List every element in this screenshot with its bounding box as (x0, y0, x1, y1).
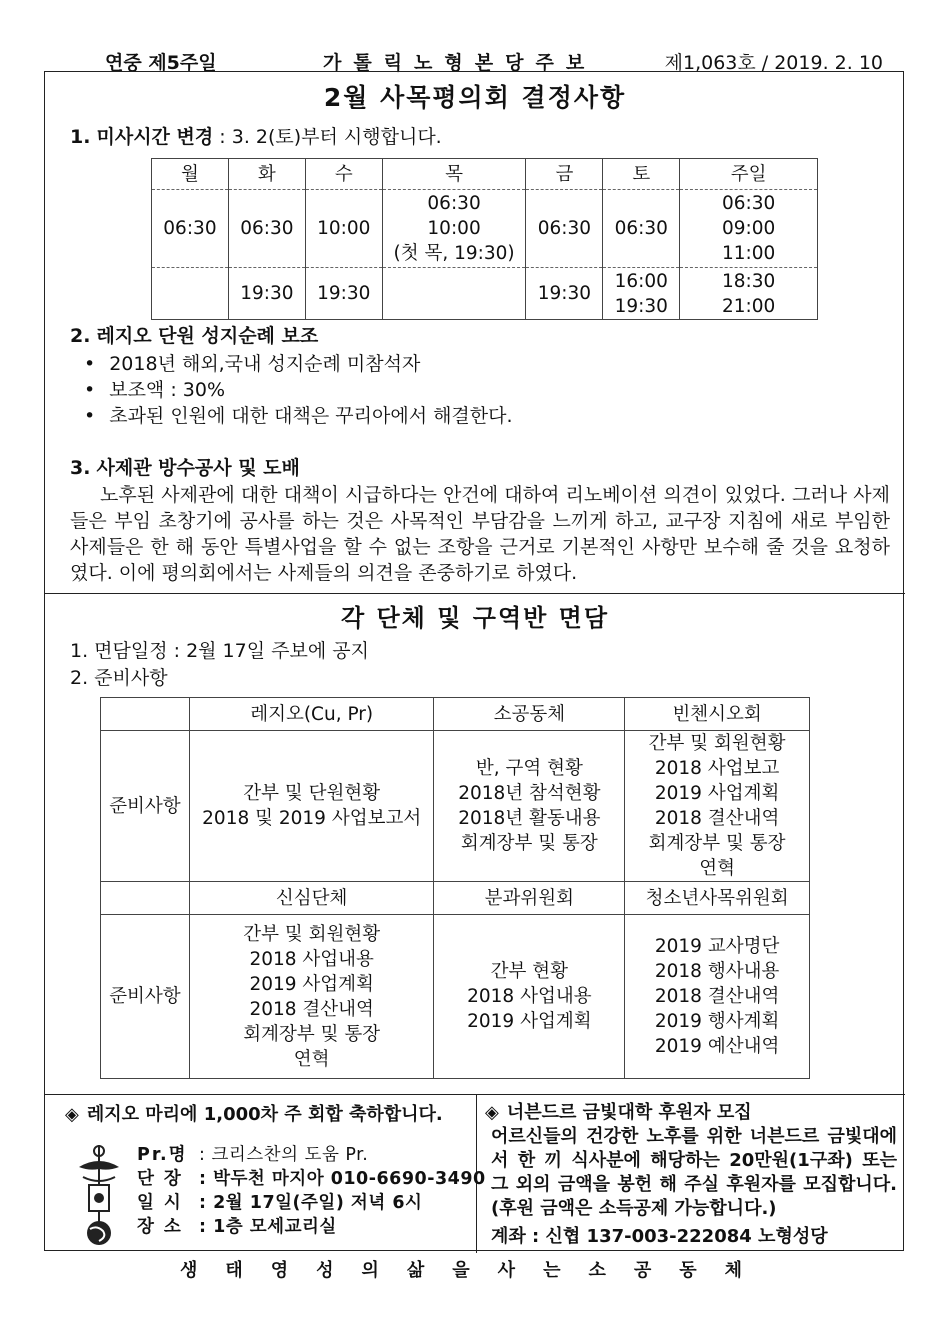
liturgical-week: 연중 제5주일 (105, 52, 217, 74)
group-youth: 청소년사목위원회 (625, 882, 810, 915)
mass-time-cell: 19:30 (526, 268, 603, 320)
info-key: 일시 (137, 1193, 191, 1213)
diamond-icon: ◈ (65, 1104, 79, 1125)
item3-num: 3. (70, 457, 91, 479)
item1-num: 1. (70, 126, 91, 148)
prep-cell: 간부 및 단원현황 2018 및 2019 사업보고서 (189, 731, 434, 882)
legio-standard-icon (73, 1141, 125, 1249)
preparation-heading: 2. 준비사항 (70, 667, 168, 689)
day-fri: 금 (526, 159, 603, 190)
bulletin-title: 가톨릭노형본당주보 (323, 52, 597, 74)
legio-notice-title: 레지오 마리에 1,000차 주 회합 축하합니다. (86, 1104, 443, 1125)
notice-boxes (45, 1094, 905, 1253)
mass-row-morning (152, 190, 818, 268)
prep-cell: 간부 및 회원현황 2018 사업보고 2019 사업계획 2018 결산내역 회계장부 및 통장 연혁 (625, 731, 810, 882)
preparation-table (100, 697, 810, 1079)
mass-header-row (152, 159, 818, 190)
mass-time-cell: 06:30 (152, 190, 229, 268)
item2-heading (70, 321, 318, 348)
empty-cell (101, 882, 190, 915)
section2-title: 각 단체 및 구역반 면담 (340, 604, 610, 632)
empty-cell (101, 698, 190, 731)
row-label: 준비사항 (101, 915, 190, 1079)
footer-motto: 생태영성의삶을사는소공동체 (179, 1260, 771, 1281)
mass-time-cell (152, 268, 229, 320)
info-value: : 1층 모세교리실 (199, 1217, 337, 1237)
mass-time-cell: 06:30 (526, 190, 603, 268)
prep-cell: 2019 교사명단 2018 행사내용 2018 결산내역 2019 행사계획 2019 예산내역 (625, 915, 810, 1079)
bullet-item: • 2018년 해외,국내 성지순례 미참석자 (70, 351, 513, 377)
day-sun: 주일 (680, 159, 818, 190)
day-mon: 월 (152, 159, 229, 190)
mass-time-cell: 19:30 (305, 268, 382, 320)
info-value: : 크리스찬의 도움 Pr. (199, 1145, 369, 1165)
prep-row-1 (101, 731, 810, 882)
item1-text: : 3. 2(토)부터 시행합니다. (213, 126, 442, 148)
info-row (137, 1215, 486, 1239)
item3-label: 사제관 방수공사 및 도배 (96, 457, 300, 479)
prep-cell: 반, 구역 현황 2018년 참석현황 2018년 활동내용 회계장부 및 통장 (434, 731, 625, 882)
info-row (137, 1167, 486, 1191)
legio-info (137, 1143, 486, 1239)
prep-header-row-2 (101, 882, 810, 915)
info-key: 장소 (137, 1217, 191, 1237)
interview-schedule: 1. 면담일정 : 2월 17일 주보에 공지 (70, 640, 369, 662)
info-key: Pr.명 (137, 1145, 188, 1165)
bullet-item: • 초과된 인원에 대한 대책은 꾸리아에서 해결한다. (70, 403, 513, 429)
prep-cell: 간부 현황 2018 사업내용 2019 사업계획 (434, 915, 625, 1079)
day-wed: 수 (305, 159, 382, 190)
group-committee: 분과위원회 (434, 882, 625, 915)
group-devotional: 신심단체 (189, 882, 434, 915)
prep-cell: 간부 및 회원현황 2018 사업내용 2019 사업계획 2018 결산내역 회계장부 및 통장 연혁 (189, 915, 434, 1079)
sponsor-notice-body: 어르신들의 건강한 노후를 위한 너븐드르 금빛대에서 한 끼 식사분에 해당하는 20만원(1구좌) 또는 그 외의 금액을 봉헌 해 주실 후원자를 모집합니다. (후원 금액은 소득공제 가능합니다.) (491, 1126, 897, 1219)
item2-num: 2. (70, 325, 91, 347)
legio-notice (65, 1103, 470, 1127)
sponsor-notice-title: 너븐드르 금빛대학 후원자 모집 (506, 1102, 752, 1123)
mass-time-cell: 16:00 19:30 (603, 268, 680, 320)
info-row (137, 1191, 486, 1215)
diamond-icon: ◈ (485, 1102, 499, 1123)
mass-time-cell (382, 268, 526, 320)
prep-header-row-1 (101, 698, 810, 731)
group-vincentian: 빈첸시오회 (625, 698, 810, 731)
mass-schedule-table (151, 158, 818, 320)
mass-time-cell: 06:30 (603, 190, 680, 268)
row-label: 준비사항 (101, 731, 190, 882)
mass-time-cell: 06:30 (228, 190, 305, 268)
item3-paragraph: 노후된 사제관에 대한 대책이 시급하다는 안건에 대하여 리노베이션 의견이 있었다. 그러나 사제들은 부임 초창기에 공사를 하는 것은 사목적인 부담감을 느끼게 하고, 교구장 지침에 새로 부임한 사제들은 한 해 동안 특별사업을 할 수 없는 조항을 근거로 기본적인 사항만 보수해 줄 것을 요청하였다. 이에 평의회에서는 사제들의 의견을 존중하기로 하였다. (70, 484, 890, 584)
mass-time-cell: 10:00 (305, 190, 382, 268)
info-key: 단장 (137, 1169, 191, 1189)
sponsor-notice (485, 1101, 897, 1249)
mass-time-cell: 19:30 (228, 268, 305, 320)
bullet-item: • 보조액 : 30% (70, 377, 513, 403)
section1-title: 2월 사목평의회 결정사항 (323, 83, 627, 112)
item1-label: 미사시간 변경 (96, 126, 214, 148)
info-value: : 박두천 마지아 010-6690-3490 (199, 1169, 486, 1189)
section-divider (45, 593, 905, 594)
prep-row-2 (101, 915, 810, 1079)
item2-bullets (70, 351, 513, 429)
sponsor-account: 계좌 : 신협 137-003-222084 노형성당 (491, 1226, 828, 1247)
issue-number-date: 제1,063호 / 2019. 2. 10 (664, 52, 883, 74)
item1-line (70, 122, 442, 149)
mass-time-cell: 18:30 21:00 (680, 268, 818, 320)
group-small-community: 소공동체 (434, 698, 625, 731)
bulletin-frame (44, 71, 904, 1251)
info-value: : 2월 17일(주일) 저녁 6시 (199, 1193, 423, 1213)
info-row (137, 1143, 486, 1167)
group-legio: 레지오(Cu, Pr) (189, 698, 434, 731)
day-tue: 화 (228, 159, 305, 190)
mass-row-evening (152, 268, 818, 320)
item2-label: 레지오 단원 성지순례 보조 (96, 325, 319, 347)
item3-heading (70, 453, 300, 480)
mass-time-cell: 06:30 09:00 11:00 (680, 190, 818, 268)
mass-time-cell: 06:30 10:00 (첫 목, 19:30) (382, 190, 526, 268)
day-thu: 목 (382, 159, 526, 190)
day-sat: 토 (603, 159, 680, 190)
